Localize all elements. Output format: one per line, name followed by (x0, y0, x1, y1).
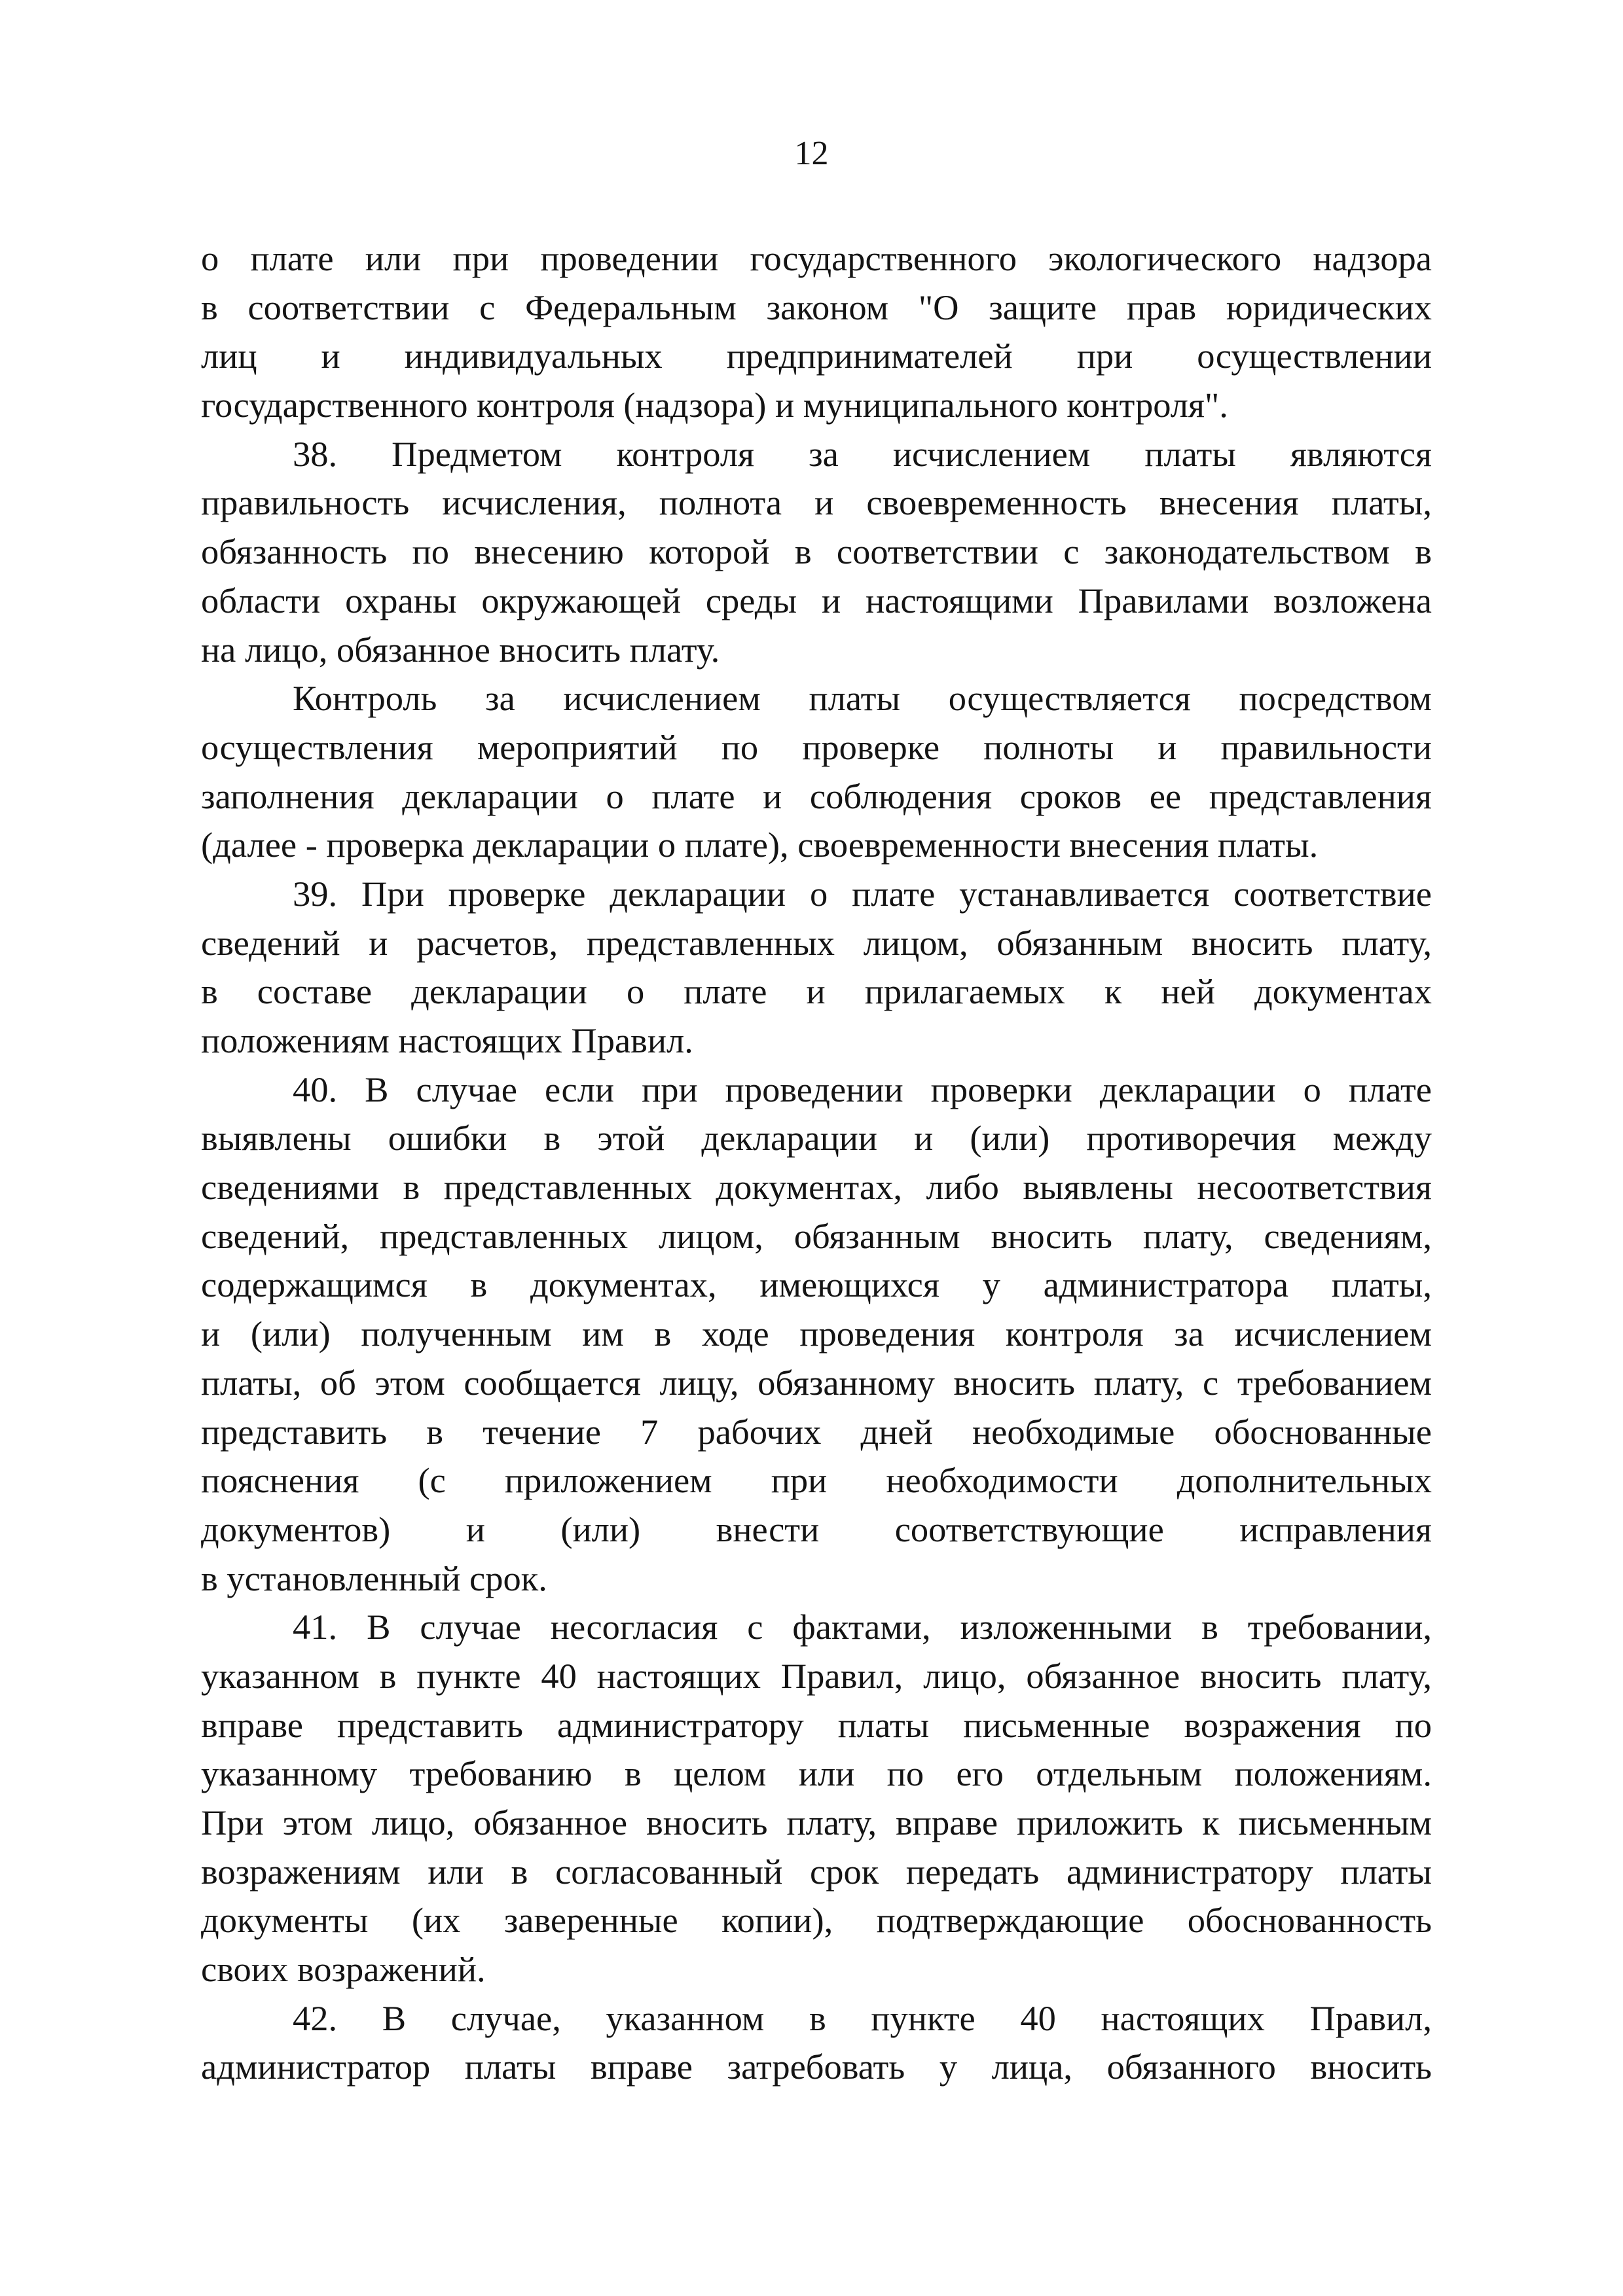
text-line: 41. В случае несогласия с фактами, изложенными в требовании, (293, 1607, 1432, 1647)
text-line: в составе декларации о плате и прилагаемых к ней документах (201, 971, 1432, 1012)
text-line: документы (их заверенные копии), подтверждающие обоснованность (201, 1900, 1432, 1941)
text-line: заполнения декларации о плате и соблюдения сроков ее представления (201, 776, 1432, 816)
text-line: правильность исчисления, полнота и своевременность внесения платы, (201, 482, 1432, 523)
text-line: указанном в пункте 40 настоящих Правил, лицо, обязанное вносить плату, (201, 1655, 1432, 1696)
text-line: Контроль за исчислением платы осуществляется посредством (293, 678, 1432, 719)
text-line: области охраны окружающей среды и настоящими Правилами возложена (201, 580, 1432, 620)
text-line: положениям настоящих Правил. (201, 1020, 693, 1060)
text-line: платы, об этом сообщается лицу, обязанному вносить плату, с требованием (201, 1362, 1432, 1403)
page-number: 12 (794, 135, 829, 172)
text-line: вправе представить администратору платы письменные возражения по (201, 1704, 1432, 1745)
document-body (201, 234, 1432, 2092)
text-line: в установленный срок. (201, 1558, 547, 1598)
text-line: на лицо, обязанное вносить плату. (201, 629, 720, 670)
text-line: сведений и расчетов, представленных лицом, обязанным вносить плату, (201, 922, 1432, 963)
text-line: возражениям или в согласованный срок передать администратору платы (201, 1851, 1432, 1892)
text-line: администратор платы вправе затребовать у лица, обязанного вносить (201, 2047, 1432, 2087)
text-line: государственного контроля (надзора) и муниципального контроля". (201, 385, 1228, 425)
text-line: содержащимся в документах, имеющихся у администратора платы, (201, 1265, 1432, 1305)
text-line: (далее - проверка декларации о плате), своевременности внесения платы. (201, 825, 1319, 865)
text-line: выявлены ошибки в этой декларации и (или) противоречия между (201, 1118, 1432, 1158)
text-line: своих возражений. (201, 1949, 486, 1990)
text-line: 40. В случае если при проведении проверки декларации о плате (293, 1069, 1432, 1109)
text-line: 38. Предметом контроля за исчислением платы являются (293, 433, 1432, 474)
text-line: указанному требованию в целом или по его отдельным положениям. (201, 1753, 1432, 1794)
text-line: пояснения (с приложением при необходимости дополнительных (201, 1460, 1432, 1501)
text-line: лиц и индивидуальных предпринимателей при осуществлении (201, 336, 1432, 376)
text-line: в соответствии с Федеральным законом "О защите прав юридических (201, 287, 1432, 327)
text-line: обязанность по внесению которой в соответствии с законодательством в (201, 531, 1432, 572)
text-line: При этом лицо, обязанное вносить плату, вправе приложить к письменным (201, 1803, 1432, 1842)
text-line: осуществления мероприятий по проверке полноты и правильности (201, 726, 1432, 767)
text-line: документов) и (или) внести соответствующие исправления (201, 1509, 1432, 1549)
text-line: 39. При проверке декларации о плате устанавливается соответствие (293, 873, 1432, 914)
text-line: о плате или при проведении государственного экологического надзора (201, 238, 1432, 278)
text-line: 42. В случае, указанном в пункте 40 настоящих Правил, (293, 1998, 1432, 2038)
text-line: представить в течение 7 рабочих дней необходимые обоснованные (201, 1411, 1432, 1452)
text-line: сведений, представленных лицом, обязанным вносить плату, сведениям, (201, 1215, 1432, 1256)
text-line: сведениями в представленных документах, либо выявлены несоответствия (201, 1167, 1432, 1208)
text-line: и (или) полученным им в ходе проведения контроля за исчислением (201, 1314, 1432, 1354)
